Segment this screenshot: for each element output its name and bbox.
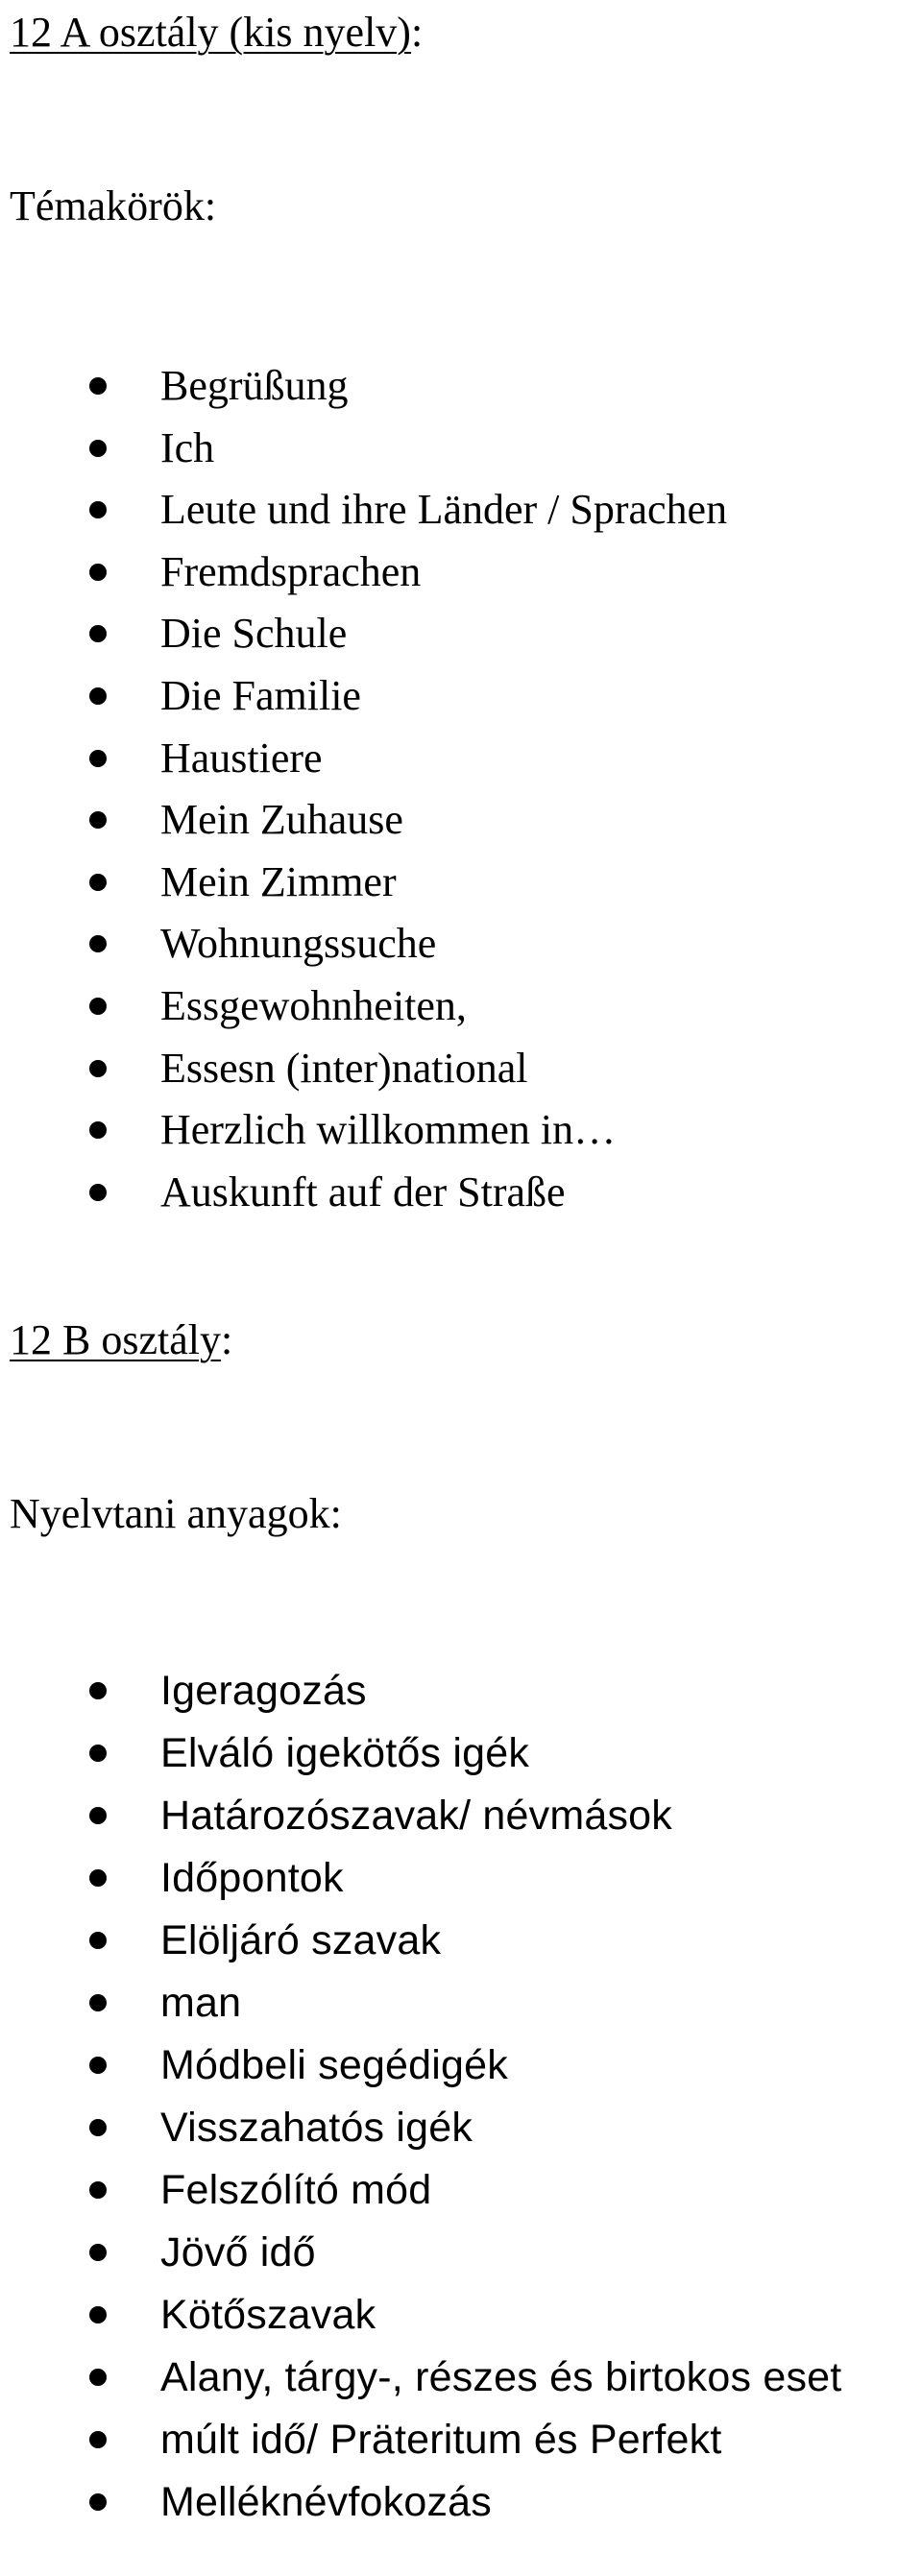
list-item-text: Felszólító mód — [160, 2167, 432, 2213]
list-item-text: Die Familie — [160, 671, 361, 719]
section-b-title: 12 B osztály — [10, 1316, 221, 1363]
section-a-subtitle: Témakörök: — [10, 182, 217, 229]
bullet-icon — [89, 440, 107, 457]
list-item-text: Visszahatós igék — [160, 2105, 473, 2151]
list-item — [0, 1972, 922, 2034]
bullet-icon — [89, 1184, 107, 1201]
list-item-text: Elváló igekötős igék — [160, 1730, 530, 1776]
list-item-text: Essesn (inter)national — [160, 1044, 528, 1092]
list-item-text: Fremdsprachen — [160, 547, 422, 595]
list-item — [0, 355, 922, 418]
list-item-text: Időpontok — [160, 1855, 344, 1901]
list-item-text: Haustiere — [160, 734, 323, 782]
list-item-text: Ich — [160, 423, 215, 471]
list-item-text: Alany, tárgy-, részes és birtokos eset — [160, 2354, 842, 2400]
bullet-icon — [89, 1994, 107, 2011]
list-item-text: Elöljáró szavak — [160, 1917, 442, 1963]
list-item — [0, 1785, 922, 1847]
list-item — [0, 2409, 922, 2471]
bullet-icon — [89, 1682, 107, 1699]
bullet-icon — [89, 687, 107, 705]
list-item — [0, 2159, 922, 2222]
bullet-icon — [89, 2057, 107, 2074]
list-item-text: Kötőszavak — [160, 2292, 376, 2338]
list-item-text: man — [160, 1980, 242, 2026]
list-item — [0, 852, 922, 914]
section-a-title-suffix: : — [410, 9, 424, 56]
list-item — [0, 975, 922, 1038]
list-item-text: Wohnungssuche — [160, 920, 437, 968]
bullet-icon — [89, 2431, 107, 2448]
list-item-text: Begrüßung — [160, 362, 349, 409]
list-item — [0, 2222, 922, 2284]
bullet-icon — [89, 750, 107, 767]
list-item — [0, 913, 922, 975]
list-item-text: Jövő idő — [160, 2229, 316, 2275]
list-item-text: Mein Zuhause — [160, 796, 403, 844]
list-item — [0, 1162, 922, 1224]
bullet-icon — [89, 564, 107, 581]
bullet-icon — [89, 1932, 107, 1949]
bullet-icon — [89, 935, 107, 952]
list-item — [0, 1660, 922, 1722]
list-item-text: Herzlich willkommen in… — [160, 1106, 617, 1154]
list-item-text: Melléknévfokozás — [160, 2479, 492, 2525]
section-a-title: 12 A osztály (kis nyelv) — [10, 9, 411, 56]
list-item-text: múlt idő/ Präteritum és Perfekt — [160, 2417, 722, 2463]
grammar-list — [0, 1660, 922, 2534]
section-a-heading — [10, 2, 423, 63]
list-item — [0, 603, 922, 665]
list-item — [0, 728, 922, 790]
list-item — [0, 2347, 922, 2409]
list-item-text: Essgewohnheiten, — [160, 981, 467, 1029]
bullet-icon — [89, 998, 107, 1015]
list-item — [0, 1847, 922, 1910]
list-item-text: Mein Zimmer — [160, 857, 397, 905]
list-item — [0, 1910, 922, 1972]
list-item — [0, 2284, 922, 2347]
list-item — [0, 1099, 922, 1162]
bullet-icon — [89, 2244, 107, 2261]
section-b-subtitle: Nyelvtani anyagok: — [10, 1490, 342, 1537]
bullet-icon — [89, 625, 107, 642]
bullet-icon — [89, 2119, 107, 2136]
topics-list — [0, 355, 922, 1223]
list-item — [0, 1722, 922, 1785]
list-item-text: Igeragozás — [160, 1668, 367, 1714]
bullet-icon — [89, 1807, 107, 1824]
bullet-icon — [89, 2369, 107, 2386]
section-b-title-suffix: : — [220, 1316, 233, 1363]
list-item-text: Die Schule — [160, 610, 348, 658]
list-item-text: Leute und ihre Länder / Sprachen — [160, 486, 728, 534]
bullet-icon — [89, 874, 107, 891]
list-item-text: Módbeli segédigék — [160, 2042, 508, 2088]
list-item — [0, 789, 922, 852]
list-item — [0, 542, 922, 604]
bullet-icon — [89, 1745, 107, 1762]
list-item — [0, 665, 922, 728]
list-item — [0, 479, 922, 542]
bullet-icon — [89, 1060, 107, 1077]
bullet-icon — [89, 811, 107, 829]
list-item — [0, 1038, 922, 1100]
list-item — [0, 2034, 922, 2097]
list-item-text: Auskunft auf der Straße — [160, 1168, 566, 1216]
section-b-heading — [10, 1310, 232, 1371]
bullet-icon — [89, 1121, 107, 1139]
bullet-icon — [89, 501, 107, 518]
list-item — [0, 2097, 922, 2159]
bullet-icon — [89, 2181, 107, 2199]
list-item — [0, 2471, 922, 2534]
list-item — [0, 418, 922, 480]
bullet-icon — [89, 2306, 107, 2323]
list-item-text: Határozószavak/ névmások — [160, 1793, 672, 1839]
bullet-icon — [89, 2493, 107, 2511]
bullet-icon — [89, 1869, 107, 1887]
bullet-icon — [89, 377, 107, 395]
